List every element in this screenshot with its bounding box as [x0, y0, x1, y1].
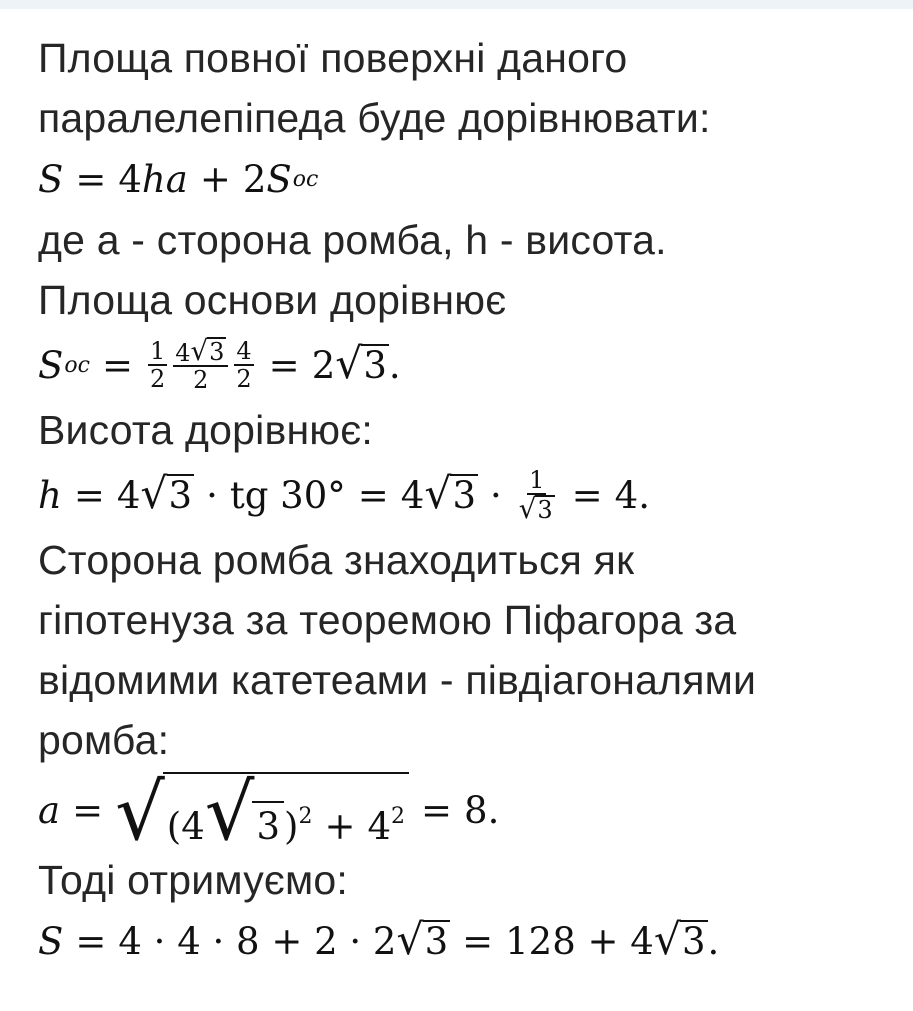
formula-result: S = 4 · 4 · 8 + 2 · 2 √ 3 = 128 + 4 √ 3 . [38, 915, 720, 965]
text-line: Площа повної поверхні даного [38, 35, 628, 81]
fraction: 1 √ 3 [518, 465, 553, 526]
text-line: Висота дорівнює: [38, 407, 373, 453]
sqrt-symbol: √ 3 [335, 339, 387, 389]
text-line: Тоді отримуємо: [38, 857, 348, 903]
formula-total-area: S = 4 h a + 2 S ос [38, 157, 319, 201]
text-line: Площа основи дорівнює [38, 277, 507, 323]
text-line: Сторона ромба знаходиться як [38, 537, 635, 583]
fraction: $\frac{1}{2}$ [149, 337, 166, 393]
text-line: паралелепіпеда буде дорівнювати: [38, 95, 711, 141]
formula-height: h = 4 √ 3 · tg 30° = 4 √ 3 · 1 √ 3 = 4. [38, 465, 650, 526]
text-line: ромба: [38, 717, 170, 763]
solution-text [38, 28, 898, 972]
text-line: гіпотенуза за теоремою Піфагора за [38, 597, 737, 643]
sqrt-symbol: √ (4 √ 3 )$^2 + 4^2$ [115, 772, 409, 848]
fraction: 4 √ 3 2 [173, 337, 228, 394]
top-bar [0, 0, 913, 9]
sqrt-symbol: √ 3 [140, 469, 193, 519]
sqrt-symbol: √ 3 [653, 915, 706, 965]
sqrt-symbol: √ 3 [396, 915, 449, 965]
text-line: де a - сторона ромба, h - висота. [38, 217, 667, 263]
fraction: $\frac{4}{2}$ [236, 337, 252, 393]
formula-side: a = √ (4 √ 3 )$^2 + 4^2$ = 8. [38, 767, 500, 858]
sqrt-symbol: √ 3 [424, 469, 476, 519]
text-line: відомими катетеами - півдіагоналями [38, 657, 757, 703]
formula-base-area: S ос = $\frac{1}{2}$ 4 √ 3 2 $\frac{4}{2}$ = 2 √ 3 . [38, 334, 401, 395]
